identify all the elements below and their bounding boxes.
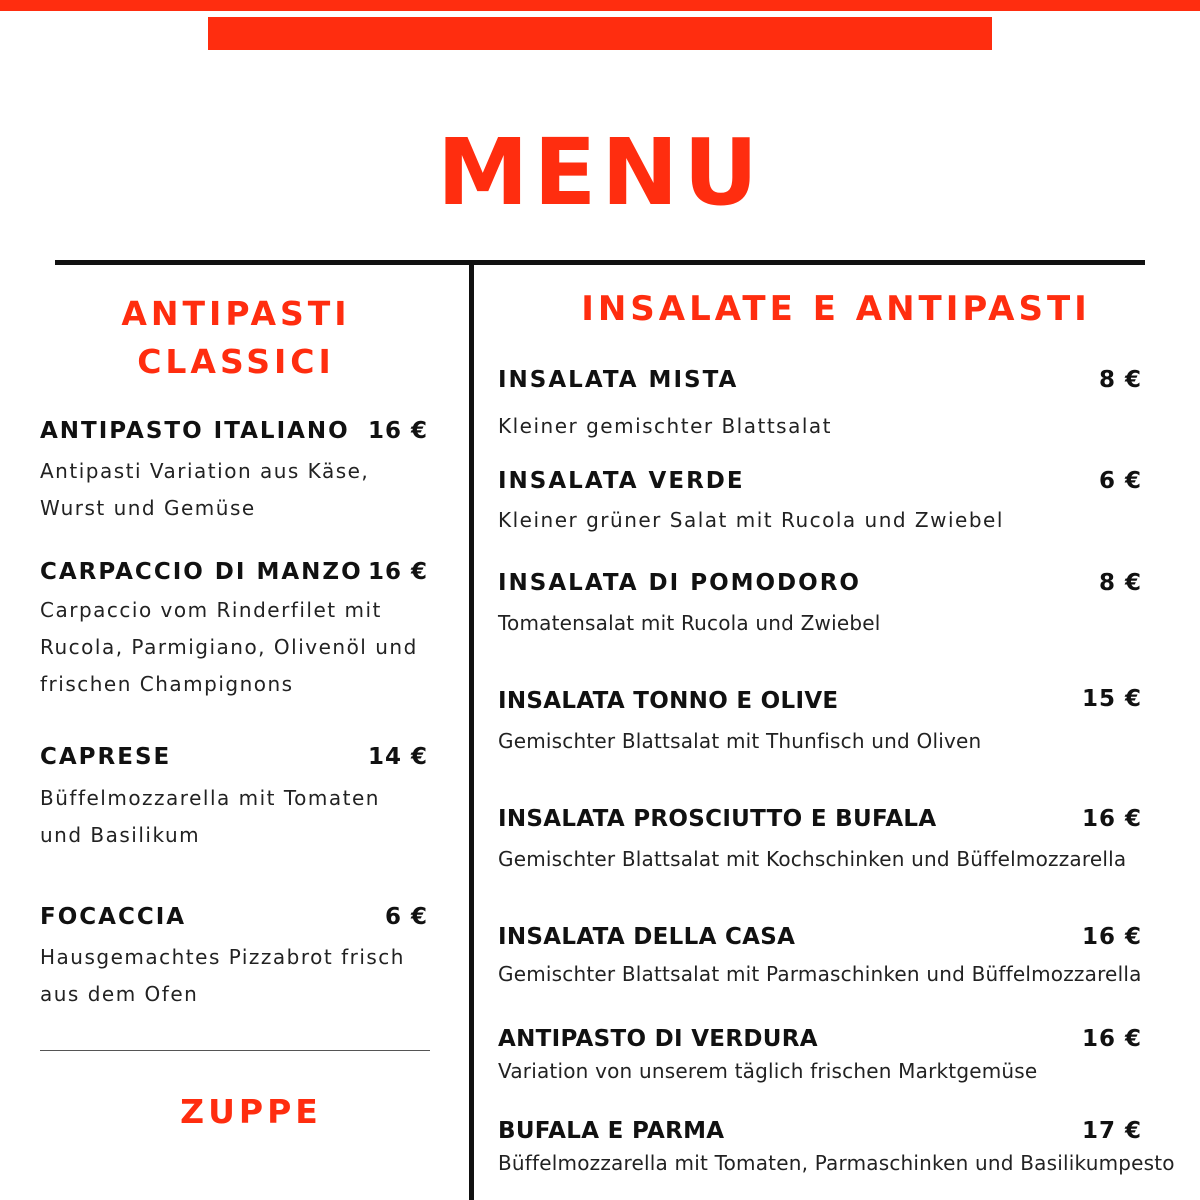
section-divider — [40, 1050, 430, 1051]
menu-item-description: Kleiner grüner Salat mit Rucola und Zwiebel — [498, 508, 1004, 532]
menu-item-price: 16 € — [367, 418, 428, 444]
menu-item-name: INSALATA PROSCIUTTO E BUFALA — [498, 806, 937, 832]
menu-item-name: INSALATA TONNO E OLIVE — [498, 688, 839, 714]
menu-item-name: ANTIPASTO ITALIANO — [40, 418, 350, 444]
menu-item-description: Büffelmozzarella mit Tomaten und Basilikum — [40, 786, 380, 847]
title-line-2: CLASSICI — [137, 342, 335, 381]
column-divider — [469, 262, 474, 1200]
menu-item-description: Tomatensalat mit Rucola und Zwiebel — [498, 611, 881, 635]
menu-item-name: ANTIPASTO DI VERDURA — [498, 1026, 818, 1052]
menu-item-description: Gemischter Blattsalat mit Thunfisch und Oliven — [498, 729, 982, 753]
menu-item-description: Gemischter Blattsalat mit Parmaschinken und Büffelmozzarella — [498, 962, 1142, 986]
menu-item-price: 16 € — [1081, 806, 1142, 832]
menu-item-name: INSALATA VERDE — [498, 468, 745, 494]
top-accent-band — [208, 17, 992, 50]
menu-item-price: 17 € — [1081, 1118, 1142, 1144]
menu-item-name: INSALATA DI POMODORO — [498, 570, 861, 596]
zuppe-title: ZUPPE — [180, 1092, 322, 1131]
top-accent-stripe — [0, 0, 1200, 11]
menu-title: MENU — [436, 119, 764, 226]
header-divider — [55, 260, 1145, 265]
menu-item-name: INSALATA DELLA CASA — [498, 924, 796, 950]
menu-item-price: 14 € — [367, 744, 428, 770]
menu-item-price: 16 € — [1081, 924, 1142, 950]
menu-item-description: Carpaccio vom Rinderfilet mit Rucola, Parmigiano, Olivenöl und frischen Champignons — [40, 598, 418, 696]
menu-item-name: CARPACCIO DI MANZO — [40, 559, 363, 585]
menu-item-price: 8 € — [1098, 570, 1142, 596]
menu-item-description: Büffelmozzarella mit Tomaten, Parmaschinken und Basilikumpesto — [498, 1151, 1175, 1175]
menu-item-price: 8 € — [1098, 367, 1142, 393]
menu-item-name: CAPRESE — [40, 744, 172, 770]
menu-item-description: Hausgemachtes Pizzabrot frisch aus dem Ofen — [40, 945, 405, 1006]
menu-item-price: 16 € — [1081, 1026, 1142, 1052]
menu-item-price: 15 € — [1081, 686, 1142, 712]
menu-item-description: Antipasti Variation aus Käse, Wurst und Gemüse — [40, 459, 370, 520]
menu-item-description: Kleiner gemischter Blattsalat — [498, 414, 832, 438]
insalate-title: INSALATE E ANTIPASTI — [581, 289, 1091, 329]
menu-item-price: 16 € — [367, 559, 428, 585]
menu-item-description: Variation von unserem täglich frischen Marktgemüse — [498, 1059, 1038, 1083]
menu-item-description: Gemischter Blattsalat mit Kochschinken und Büffelmozzarella — [498, 847, 1127, 871]
menu-item-name: BUFALA E PARMA — [498, 1118, 725, 1144]
menu-item-price: 6 € — [1098, 468, 1142, 494]
title-line-1: ANTIPASTI — [121, 294, 351, 333]
menu-item-name: FOCACCIA — [40, 904, 187, 930]
menu-item-name: INSALATA MISTA — [498, 367, 739, 393]
antipasti-classici-title — [40, 290, 432, 386]
menu-item-price: 6 € — [384, 904, 428, 930]
